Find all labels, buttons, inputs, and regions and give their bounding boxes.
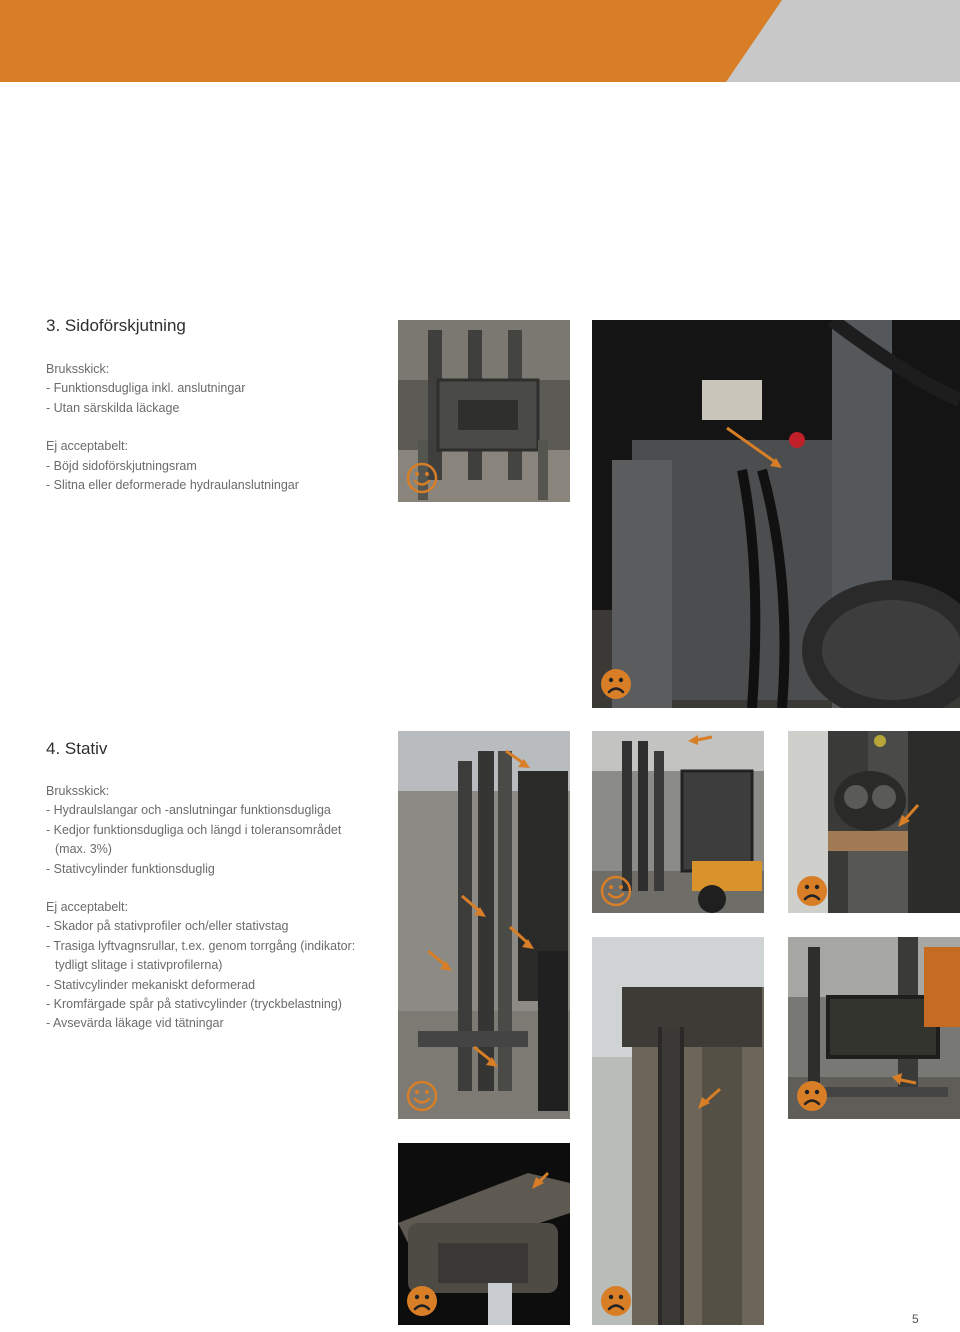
- good-item: - Funktionsdugliga inkl. anslutningar: [46, 381, 246, 396]
- page-number: 5: [912, 1312, 919, 1326]
- section-3-text: [46, 360, 299, 495]
- photo-mast-bad-cylinder: [592, 937, 764, 1325]
- smiley-happy-icon: [600, 875, 632, 907]
- smiley-happy-icon: [406, 462, 438, 494]
- smiley-sad-icon: [796, 1080, 828, 1112]
- good-heading: Bruksskick:: [46, 784, 110, 798]
- good-item: - Utan särskilda läckage: [46, 400, 180, 415]
- smiley-sad-icon: [600, 1285, 632, 1317]
- bad-heading: Ej acceptabelt:: [46, 900, 128, 915]
- bad-item: - Trasiga lyftvagnsrullar, t.ex. genom torrgång (indikator:: [46, 938, 356, 953]
- good-item: - Kedjor funktionsdugliga och längd i toleransområdet: [46, 822, 342, 837]
- smiley-happy-icon: [406, 1080, 438, 1112]
- bad-heading: Ej acceptabelt:: [46, 439, 128, 454]
- photo-sideshift-bad-hoses: [592, 320, 960, 708]
- bad-item: - Skador på stativprofiler och/eller stativstag: [46, 919, 289, 934]
- bad-item: - Kromfärgade spår på stativcylinder (tryckbelastning): [46, 997, 342, 1012]
- bad-item: tydligt slitage i stativprofilerna): [55, 958, 223, 973]
- header-banner: [0, 0, 960, 82]
- good-item: (max. 3%): [55, 842, 112, 857]
- good-item: - Hydraulslangar och -anslutningar funktionsdugliga: [46, 803, 331, 818]
- smiley-sad-icon: [796, 875, 828, 907]
- smiley-sad-icon: [600, 668, 632, 700]
- photo-mast-good-side: [398, 731, 570, 1119]
- good-item: - Stativcylinder funktionsduglig: [46, 861, 215, 876]
- section-4-title: 4. Stativ: [46, 739, 108, 758]
- section-4-text: [46, 782, 355, 1034]
- bad-item: - Böjd sidoförskjutningsram: [46, 458, 197, 473]
- smiley-sad-icon: [406, 1285, 438, 1317]
- bad-item: - Slitna eller deformerade hydraulanslutningar: [46, 478, 299, 493]
- bad-item: - Stativcylinder mekaniskt deformerad: [46, 977, 256, 992]
- section-3-title: 3. Sidoförskjutning: [46, 316, 186, 335]
- good-heading: Bruksskick:: [46, 362, 110, 376]
- bad-item: - Avsevärda läkage vid tätningar: [46, 1016, 224, 1031]
